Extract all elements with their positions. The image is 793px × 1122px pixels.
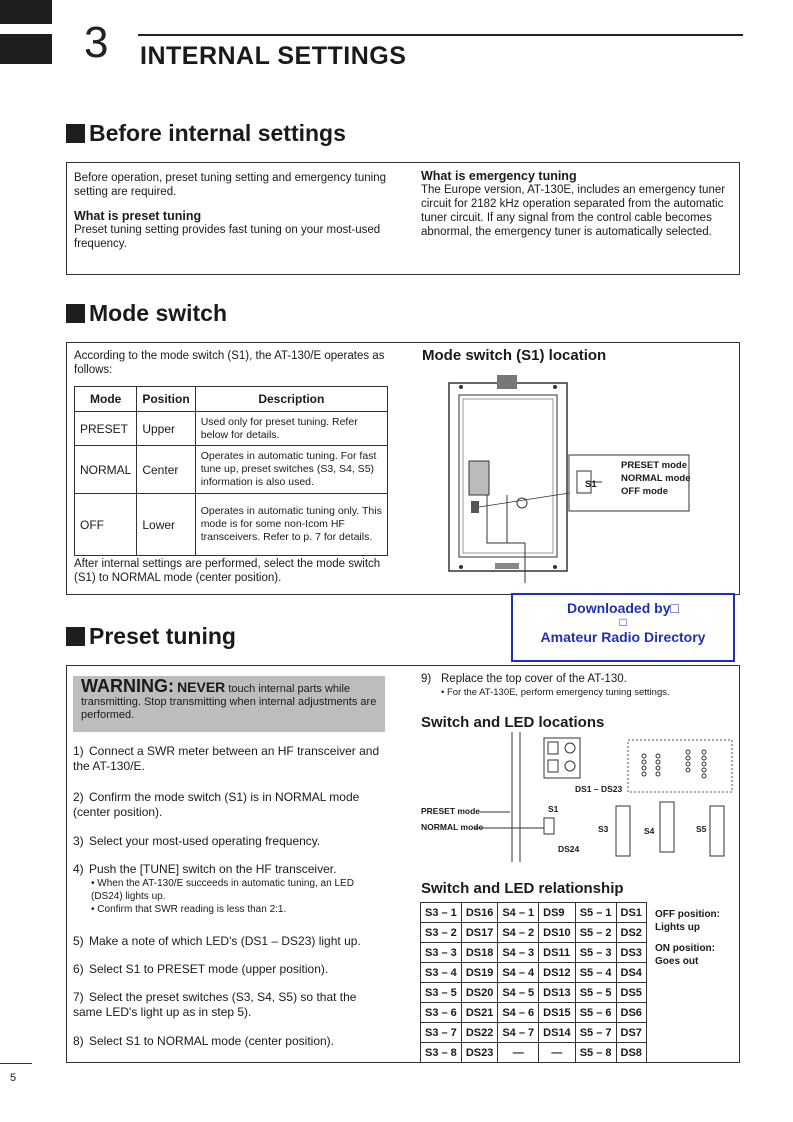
cell-mode: OFF — [75, 494, 137, 556]
preset-body: Preset tuning setting provides fast tuning on your most-used frequency. — [74, 224, 381, 250]
table-row — [421, 963, 647, 983]
table-cell: DS20 — [461, 983, 498, 1003]
chapter-number: 3 — [84, 18, 109, 67]
cell-desc: Used only for preset tuning. Refer below for details. — [195, 412, 387, 446]
table-cell: S4 – 6 — [498, 1003, 539, 1023]
table-cell: DS19 — [461, 963, 498, 983]
table-cell: S4 – 7 — [498, 1023, 539, 1043]
table-cell: — — [498, 1043, 539, 1063]
label-s3: S3 — [598, 824, 609, 834]
table-row — [421, 943, 647, 963]
step-1 — [73, 744, 385, 774]
download-banner — [511, 593, 735, 662]
table-cell: DS11 — [539, 943, 576, 963]
table-cell: DS4 — [616, 963, 646, 983]
emergency-title: What is emergency tuning — [421, 169, 577, 183]
table-row — [421, 923, 647, 943]
table-cell: DS17 — [461, 923, 498, 943]
table-cell: S4 – 1 — [498, 903, 539, 923]
step-text: Replace the top cover of the AT-130. — [441, 673, 627, 685]
download-line1: Downloaded by□ — [567, 600, 679, 616]
step-text: Make a note of which LED's (DS1 – DS23) light up. — [89, 934, 361, 948]
off-position: OFF position: — [655, 909, 720, 920]
table-row — [75, 412, 388, 446]
table-cell: S5 – 3 — [575, 943, 616, 963]
on-position: ON position: — [655, 943, 715, 954]
off-value: Lights up — [655, 922, 700, 933]
mode-location-title: Mode switch (S1) location — [422, 347, 607, 364]
table-cell: DS8 — [616, 1043, 646, 1063]
table-cell: — — [539, 1043, 576, 1063]
loc-title: Switch and LED locations — [421, 714, 605, 731]
table-cell: S3 – 1 — [421, 903, 462, 923]
relationship-table — [420, 902, 647, 1063]
section-preset-heading — [66, 623, 236, 650]
step-num: 6) — [73, 962, 84, 976]
col-description: Description — [195, 387, 387, 412]
label-preset-mode: PRESET mode — [421, 806, 481, 816]
preset-title: What is preset tuning — [74, 209, 202, 223]
callout-preset: PRESET mode — [621, 460, 687, 471]
table-cell: S3 – 5 — [421, 983, 462, 1003]
table-cell: S5 – 2 — [575, 923, 616, 943]
mode-table — [74, 386, 388, 556]
step-8 — [73, 1034, 385, 1049]
section-title: Before internal settings — [89, 120, 346, 146]
section-before-heading — [66, 120, 346, 147]
step-text: Confirm the mode switch (S1) is in NORMAL mode (center position). — [73, 790, 360, 819]
label-s4: S4 — [644, 826, 655, 836]
legend — [655, 908, 720, 968]
table-cell: S4 – 2 — [498, 923, 539, 943]
switch-led-diagram — [420, 732, 735, 862]
table-row — [421, 1043, 647, 1063]
cell-position: Lower — [137, 494, 195, 556]
download-line2: □ — [619, 615, 627, 629]
table-cell: S3 – 3 — [421, 943, 462, 963]
table-cell: S4 – 4 — [498, 963, 539, 983]
table-cell: S3 – 8 — [421, 1043, 462, 1063]
step-num: 9) — [421, 673, 432, 685]
step-num: 7) — [73, 990, 84, 1004]
table-cell: DS12 — [539, 963, 576, 983]
mode-callout — [621, 459, 691, 498]
cell-desc: Operates in automatic tuning. For fast tune up, preset switches (S3, S4, S5) information is also used. — [195, 446, 387, 494]
page-number: 5 — [10, 1072, 17, 1084]
table-cell: S5 – 8 — [575, 1043, 616, 1063]
cell-mode: NORMAL — [75, 446, 137, 494]
before-box — [66, 162, 740, 275]
step-num: 2) — [73, 790, 84, 804]
table-cell: DS23 — [461, 1043, 498, 1063]
step-num: 8) — [73, 1034, 84, 1048]
step-num: 4) — [73, 862, 84, 876]
step-9 — [421, 672, 731, 700]
step-text: Select the preset switches (S3, S4, S5) so that the same LED's light up as in step 5). — [73, 990, 357, 1019]
table-cell: DS5 — [616, 983, 646, 1003]
table-cell: S4 – 3 — [498, 943, 539, 963]
table-cell: DS3 — [616, 943, 646, 963]
before-intro: Before operation, preset tuning setting and emergency tuning setting are required. — [74, 172, 386, 198]
table-cell: DS6 — [616, 1003, 646, 1023]
step-text: Connect a SWR meter between an HF transceiver and the AT-130/E. — [73, 744, 380, 773]
table-cell: DS22 — [461, 1023, 498, 1043]
page-rule — [0, 1063, 32, 1064]
callout-normal: NORMAL mode — [621, 473, 691, 484]
table-cell: S4 – 5 — [498, 983, 539, 1003]
step-text: Push the [TUNE] switch on the HF transceiver. — [89, 862, 337, 876]
table-row — [75, 494, 388, 556]
callout-s1: S1 — [585, 479, 597, 490]
mode-after: After internal settings are performed, select the mode switch (S1) to NORMAL mode (center position). — [74, 558, 381, 584]
warning-label: WARNING: — [81, 676, 174, 696]
table-cell: S5 – 6 — [575, 1003, 616, 1023]
section-title: Mode switch — [89, 300, 228, 326]
table-cell: DS2 — [616, 923, 646, 943]
step-num: 1) — [73, 744, 84, 758]
chapter-tab-upper — [0, 0, 52, 24]
emergency-body: The Europe version, AT-130E, includes an emergency tuner circuit for 2182 kHz operation separated from the automatic tuner circuit. If any signal from the control cable becomes abnormal, the emergency tuner is automatically selected. — [421, 184, 726, 238]
section-title: Preset tuning — [89, 623, 236, 649]
step-text: Select S1 to NORMAL mode (center position). — [89, 1034, 334, 1048]
cell-position: Upper — [137, 412, 195, 446]
section-marker — [66, 304, 85, 323]
table-cell: S3 – 4 — [421, 963, 462, 983]
warning-text: touch internal parts while transmitting. Stop transmitting when internal adjustments are performed. — [81, 683, 377, 721]
table-cell: DS21 — [461, 1003, 498, 1023]
step-5 — [73, 934, 385, 949]
table-row — [421, 903, 647, 923]
step-num: 5) — [73, 934, 84, 948]
step4-bullet: • When the AT-130/E succeeds in automatic tuning, an LED (DS24) lights up. — [91, 878, 354, 902]
col-position: Position — [137, 387, 195, 412]
section-marker — [66, 627, 85, 646]
label-normal-mode: NORMAL mode — [421, 822, 484, 832]
table-cell: DS7 — [616, 1023, 646, 1043]
on-value: Goes out — [655, 956, 699, 967]
table-cell: DS18 — [461, 943, 498, 963]
cell-desc: Operates in automatic tuning only. This mode is for some non-Icom HF transceivers. Refer to p. 7 for details. — [195, 494, 387, 556]
table-cell: DS9 — [539, 903, 576, 923]
table-cell: DS15 — [539, 1003, 576, 1023]
step-2 — [73, 790, 385, 820]
step4-bullet: • Confirm that SWR reading is less than 2:1. — [91, 904, 287, 915]
table-cell: DS13 — [539, 983, 576, 1003]
step-3 — [73, 834, 385, 849]
step9-bullet: • For the AT-130E, perform emergency tuning settings. — [441, 687, 670, 698]
table-cell: S5 – 1 — [575, 903, 616, 923]
chapter-title: INTERNAL SETTINGS — [140, 42, 407, 70]
table-cell: S3 – 7 — [421, 1023, 462, 1043]
cell-position: Center — [137, 446, 195, 494]
mode-intro: According to the mode switch (S1), the AT-130/E operates as follows: — [74, 350, 385, 376]
table-row — [421, 1023, 647, 1043]
table-cell: DS16 — [461, 903, 498, 923]
label-ds1-ds23: DS1 – DS23 — [575, 784, 623, 794]
table-cell: S3 – 2 — [421, 923, 462, 943]
mode-box — [66, 342, 740, 595]
table-row — [421, 983, 647, 1003]
callout-off: OFF mode — [621, 486, 668, 497]
step-num: 3) — [73, 834, 84, 848]
table-cell: DS10 — [539, 923, 576, 943]
warning-never: NEVER — [177, 679, 226, 695]
table-cell: S5 – 4 — [575, 963, 616, 983]
label-s5: S5 — [696, 824, 707, 834]
col-mode: Mode — [75, 387, 137, 412]
cell-mode: PRESET — [75, 412, 137, 446]
label-s1: S1 — [548, 804, 559, 814]
warning-box — [73, 676, 385, 732]
rel-title: Switch and LED relationship — [421, 880, 624, 897]
step-text: Select S1 to PRESET mode (upper position). — [89, 962, 329, 976]
chapter-tab-lower — [0, 34, 52, 64]
step-text: Select your most-used operating frequency. — [89, 834, 321, 848]
step-6 — [73, 962, 385, 977]
table-cell: DS1 — [616, 903, 646, 923]
table-row — [75, 446, 388, 494]
table-row — [421, 1003, 647, 1023]
label-ds24: DS24 — [558, 844, 580, 854]
table-cell: DS14 — [539, 1023, 576, 1043]
step-7 — [73, 990, 385, 1020]
step-4 — [73, 862, 385, 916]
section-mode-heading — [66, 300, 227, 327]
chapter-rule — [138, 34, 743, 36]
download-line3: Amateur Radio Directory — [540, 629, 706, 645]
table-cell: S5 – 7 — [575, 1023, 616, 1043]
table-cell: S5 – 5 — [575, 983, 616, 1003]
table-cell: S3 – 6 — [421, 1003, 462, 1023]
section-marker — [66, 124, 85, 143]
